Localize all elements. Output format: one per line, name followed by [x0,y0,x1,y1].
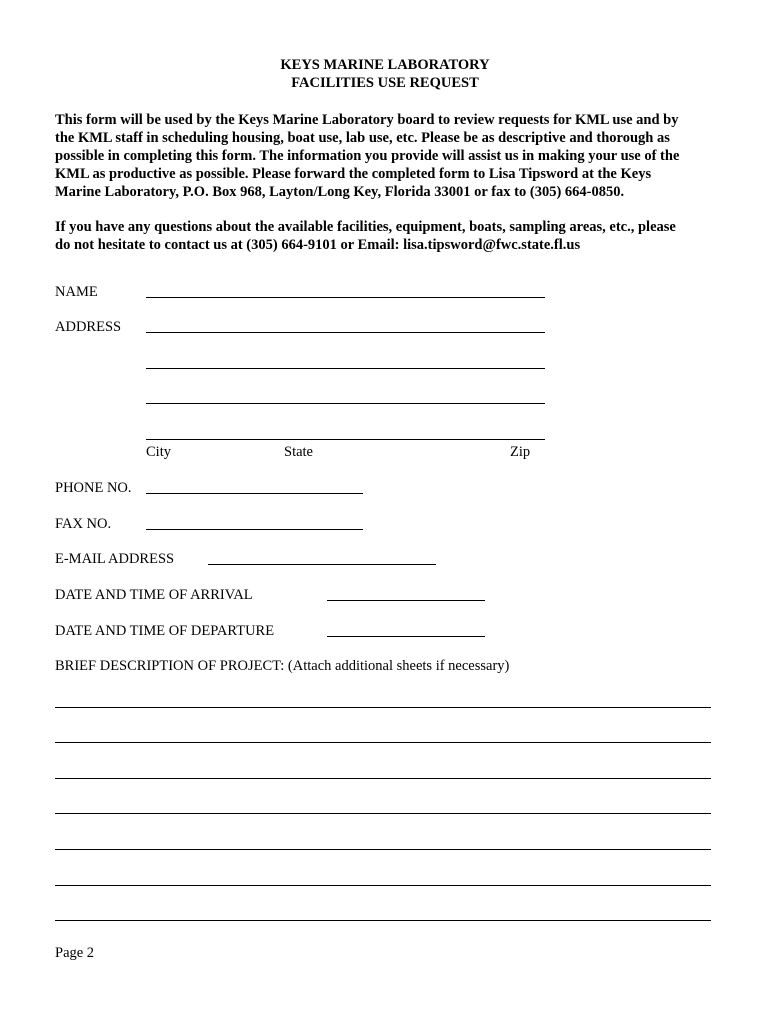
fax-label: FAX NO. [55,516,112,532]
project-description-line-3[interactable] [55,778,711,779]
intro-line: Marine Laboratory, P.O. Box 968, Layton/Long Key, Florida 33001 or fax to (305) 664-0850. [55,184,625,200]
intro-paragraph [55,111,720,201]
form-title: KEYS MARINE LABORATORY [280,57,490,73]
project-description-line-2[interactable] [55,742,711,743]
page-number: Page 2 [55,945,95,961]
arrival-field[interactable] [327,600,485,601]
project-description-label: BRIEF DESCRIPTION OF PROJECT: (Attach additional sheets if necessary) [55,658,510,674]
departure-field[interactable] [327,636,485,637]
address-field-line-1[interactable] [146,332,545,333]
contact-paragraph [55,218,720,254]
address-field-line-2[interactable] [146,368,545,369]
zip-label: Zip [510,444,531,460]
intro-line: the KML staff in scheduling housing, boat use, lab use, etc. Please be as descriptive and thorough as [55,130,670,146]
email-label: E-MAIL ADDRESS [55,551,175,567]
email-field[interactable] [208,564,436,565]
state-label: State [284,444,313,460]
phone-field[interactable] [146,493,363,494]
intro-line: This form will be used by the Keys Marine Laboratory board to review requests for KML use and by [55,112,679,128]
contact-line: do not hesitate to contact us at (305) 664-9101 or Email: lisa.tipsword@fwc.state.fl.us [55,237,581,253]
city-label: City [146,444,171,460]
project-description-line-1[interactable] [55,707,711,708]
departure-label: DATE AND TIME OF DEPARTURE [55,623,275,639]
phone-label: PHONE NO. [55,480,132,496]
city-state-zip-field[interactable] [146,439,545,440]
project-description-line-7[interactable] [55,920,711,921]
address-field-line-3[interactable] [146,403,545,404]
address-label: ADDRESS [55,319,122,335]
contact-line: If you have any questions about the available facilities, equipment, boats, sampling areas, etc., please [55,219,676,235]
intro-line: possible in completing this form. The information you provide will assist us in making your use of the [55,148,680,164]
name-label: NAME [55,284,98,300]
intro-line: KML as productive as possible. Please forward the completed form to Lisa Tipsword at the Keys [55,166,652,182]
arrival-label: DATE AND TIME OF ARRIVAL [55,587,253,603]
project-description-line-6[interactable] [55,885,711,886]
project-description-line-5[interactable] [55,849,711,850]
project-description-line-4[interactable] [55,813,711,814]
form-subtitle: FACILITIES USE REQUEST [291,75,479,91]
name-field[interactable] [146,297,545,298]
fax-field[interactable] [146,529,363,530]
